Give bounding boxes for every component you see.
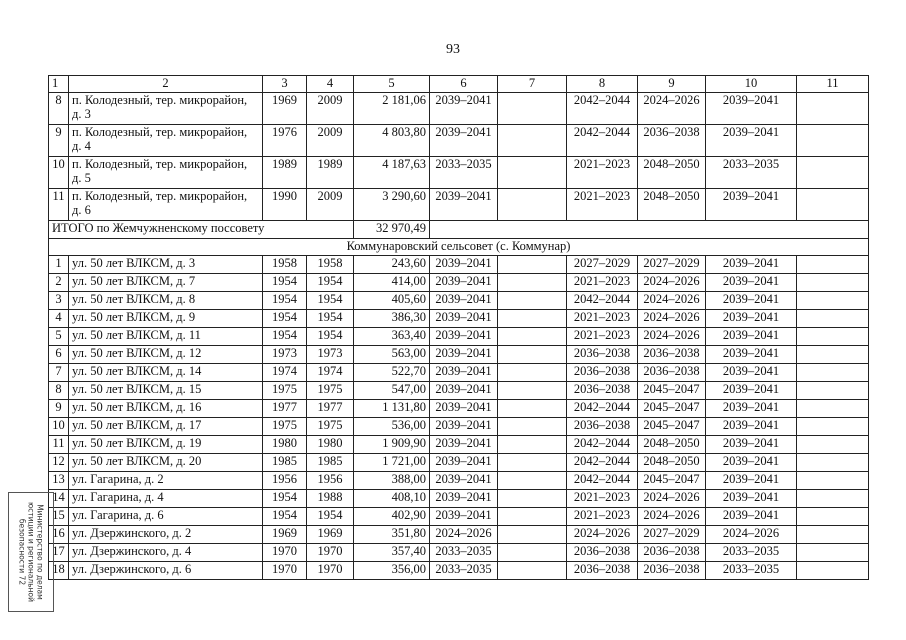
- cell-period-10: 2033–2035: [706, 157, 797, 189]
- cell-period-7: [498, 274, 567, 292]
- cell-period-6: 2039–2041: [430, 274, 498, 292]
- cell-period-10: 2033–2035: [706, 562, 797, 580]
- cell-row-number: 14: [49, 490, 69, 508]
- cell-year-built: 1954: [263, 292, 307, 310]
- cell-year-built: 1973: [263, 346, 307, 364]
- cell-period-8: 2021–2023: [567, 310, 638, 328]
- cell-period-7: [498, 382, 567, 400]
- cell-row-number: 16: [49, 526, 69, 544]
- table-row: [49, 93, 869, 125]
- cell-period-7: [498, 125, 567, 157]
- cell-period-9: 2045–2047: [638, 382, 706, 400]
- cell-period-6: 2039–2041: [430, 310, 498, 328]
- cell-year-built: 1975: [263, 418, 307, 436]
- cell-address: п. Колодезный, тер. микрорайон, д. 5: [69, 157, 263, 189]
- cell-year-reconstructed: 2009: [307, 93, 354, 125]
- table-row: [49, 544, 869, 562]
- cell-year-reconstructed: 1956: [307, 472, 354, 490]
- cell-period-8: 2021–2023: [567, 490, 638, 508]
- table-row: [49, 346, 869, 364]
- cell-period-7: [498, 526, 567, 544]
- cell-area: 522,70: [354, 364, 430, 382]
- table-row: [49, 292, 869, 310]
- cell-year-built: 1954: [263, 310, 307, 328]
- cell-period-10: 2039–2041: [706, 125, 797, 157]
- cell-year-built: 1970: [263, 562, 307, 580]
- cell-address: п. Колодезный, тер. микрорайон, д. 4: [69, 125, 263, 157]
- header-cell: 2: [69, 76, 263, 93]
- cell-period-6: 2039–2041: [430, 189, 498, 221]
- cell-period-6: 2039–2041: [430, 436, 498, 454]
- cell-period-6: 2039–2041: [430, 256, 498, 274]
- cell-year-built: 1976: [263, 125, 307, 157]
- cell-area: 408,10: [354, 490, 430, 508]
- cell-period-10: 2039–2041: [706, 490, 797, 508]
- cell-period-8: 2036–2038: [567, 382, 638, 400]
- cell-area: 388,00: [354, 472, 430, 490]
- cell-period-9: 2045–2047: [638, 472, 706, 490]
- cell-year-built: 1974: [263, 364, 307, 382]
- cell-address: ул. 50 лет ВЛКСМ, д. 20: [69, 454, 263, 472]
- cell-period-7: [498, 436, 567, 454]
- cell-year-reconstructed: 1970: [307, 562, 354, 580]
- cell-year-reconstructed: 1985: [307, 454, 354, 472]
- cell-area: 405,60: [354, 292, 430, 310]
- cell-period-8: 2036–2038: [567, 562, 638, 580]
- cell-year-reconstructed: 1977: [307, 400, 354, 418]
- cell-period-7: [498, 544, 567, 562]
- cell-period-7: [498, 562, 567, 580]
- cell-address: ул. 50 лет ВЛКСМ, д. 12: [69, 346, 263, 364]
- cell-area: 4 803,80: [354, 125, 430, 157]
- cell-year-built: 1989: [263, 157, 307, 189]
- cell-year-reconstructed: 1973: [307, 346, 354, 364]
- cell-period-11: [797, 382, 869, 400]
- cell-year-reconstructed: 2009: [307, 125, 354, 157]
- cell-period-11: [797, 472, 869, 490]
- cell-period-6: 2039–2041: [430, 328, 498, 346]
- cell-period-11: [797, 544, 869, 562]
- table-row: [49, 436, 869, 454]
- cell-period-10: 2039–2041: [706, 400, 797, 418]
- cell-period-9: 2048–2050: [638, 454, 706, 472]
- table-row: [49, 490, 869, 508]
- cell-year-built: 1954: [263, 490, 307, 508]
- cell-period-9: 2036–2038: [638, 364, 706, 382]
- cell-period-6: 2033–2035: [430, 562, 498, 580]
- cell-period-8: 2021–2023: [567, 189, 638, 221]
- cell-period-10: 2039–2041: [706, 274, 797, 292]
- cell-period-7: [498, 157, 567, 189]
- cell-year-reconstructed: 1958: [307, 256, 354, 274]
- cell-row-number: 15: [49, 508, 69, 526]
- header-cell: 6: [430, 76, 498, 93]
- cell-period-9: 2027–2029: [638, 256, 706, 274]
- cell-period-9: 2036–2038: [638, 544, 706, 562]
- cell-period-8: 2021–2023: [567, 157, 638, 189]
- cell-address: ул. 50 лет ВЛКСМ, д. 11: [69, 328, 263, 346]
- cell-row-number: 10: [49, 418, 69, 436]
- cell-period-10: 2039–2041: [706, 310, 797, 328]
- header-cell: 10: [706, 76, 797, 93]
- table-row: [49, 125, 869, 157]
- cell-period-6: 2024–2026: [430, 526, 498, 544]
- cell-year-reconstructed: 1989: [307, 157, 354, 189]
- cell-period-10: 2039–2041: [706, 508, 797, 526]
- cell-period-7: [498, 364, 567, 382]
- cell-row-number: 6: [49, 346, 69, 364]
- cell-period-7: [498, 490, 567, 508]
- cell-year-reconstructed: 1954: [307, 328, 354, 346]
- cell-period-8: 2027–2029: [567, 256, 638, 274]
- cell-period-11: [797, 310, 869, 328]
- table-row: [49, 472, 869, 490]
- cell-period-6: 2039–2041: [430, 490, 498, 508]
- cell-year-built: 1954: [263, 274, 307, 292]
- cell-period-11: [797, 292, 869, 310]
- cell-row-number: 4: [49, 310, 69, 328]
- cell-address: ул. 50 лет ВЛКСМ, д. 9: [69, 310, 263, 328]
- group-kommunar: [49, 256, 869, 580]
- table-row: [49, 310, 869, 328]
- cell-period-9: 2024–2026: [638, 490, 706, 508]
- cell-period-9: 2027–2029: [638, 526, 706, 544]
- cell-year-reconstructed: 2009: [307, 189, 354, 221]
- cell-address: ул. Гагарина, д. 2: [69, 472, 263, 490]
- cell-address: ул. 50 лет ВЛКСМ, д. 3: [69, 256, 263, 274]
- cell-address: ул. 50 лет ВЛКСМ, д. 7: [69, 274, 263, 292]
- table-row: [49, 274, 869, 292]
- cell-period-11: [797, 508, 869, 526]
- header-cell: 11: [797, 76, 869, 93]
- header-cell: 5: [354, 76, 430, 93]
- cell-period-7: [498, 472, 567, 490]
- cell-row-number: 18: [49, 562, 69, 580]
- cell-year-built: 1970: [263, 544, 307, 562]
- total-row: [49, 221, 869, 239]
- cell-row-number: 2: [49, 274, 69, 292]
- registration-stamp: [8, 492, 54, 612]
- cell-period-10: 2039–2041: [706, 436, 797, 454]
- cell-period-9: 2045–2047: [638, 418, 706, 436]
- cell-area: 363,40: [354, 328, 430, 346]
- cell-period-7: [498, 93, 567, 125]
- cell-period-6: 2033–2035: [430, 157, 498, 189]
- cell-address: п. Колодезный, тер. микрорайон, д. 3: [69, 93, 263, 125]
- registry-table: [48, 75, 869, 580]
- cell-address: ул. Дзержинского, д. 2: [69, 526, 263, 544]
- cell-period-8: 2036–2038: [567, 346, 638, 364]
- total-empty: [430, 221, 869, 239]
- cell-row-number: 11: [49, 436, 69, 454]
- cell-period-11: [797, 436, 869, 454]
- cell-area: 1 909,90: [354, 436, 430, 454]
- cell-area: 1 131,80: [354, 400, 430, 418]
- cell-period-9: 2024–2026: [638, 508, 706, 526]
- cell-area: 1 721,00: [354, 454, 430, 472]
- cell-area: 243,60: [354, 256, 430, 274]
- cell-period-11: [797, 364, 869, 382]
- cell-area: 386,30: [354, 310, 430, 328]
- cell-period-11: [797, 93, 869, 125]
- cell-year-built: 1990: [263, 189, 307, 221]
- cell-area: 357,40: [354, 544, 430, 562]
- cell-period-8: 2024–2026: [567, 526, 638, 544]
- cell-period-11: [797, 157, 869, 189]
- cell-period-10: 2039–2041: [706, 292, 797, 310]
- cell-period-9: 2048–2050: [638, 189, 706, 221]
- cell-period-8: 2021–2023: [567, 274, 638, 292]
- cell-period-6: 2039–2041: [430, 292, 498, 310]
- cell-address: ул. 50 лет ВЛКСМ, д. 14: [69, 364, 263, 382]
- cell-period-7: [498, 292, 567, 310]
- group-zhemchuzhny: [49, 93, 869, 221]
- cell-period-6: 2039–2041: [430, 454, 498, 472]
- cell-period-10: 2039–2041: [706, 418, 797, 436]
- table-row: [49, 454, 869, 472]
- cell-period-10: 2039–2041: [706, 189, 797, 221]
- cell-period-11: [797, 418, 869, 436]
- table-row: [49, 526, 869, 544]
- cell-period-9: 2045–2047: [638, 400, 706, 418]
- header-row: [49, 76, 869, 93]
- cell-period-11: [797, 562, 869, 580]
- section-title: Коммунаровский сельсовет (с. Коммунар): [49, 239, 869, 256]
- cell-address: ул. Дзержинского, д. 6: [69, 562, 263, 580]
- cell-row-number: 7: [49, 364, 69, 382]
- cell-row-number: 3: [49, 292, 69, 310]
- cell-year-reconstructed: 1975: [307, 382, 354, 400]
- cell-period-7: [498, 346, 567, 364]
- cell-year-built: 1969: [263, 526, 307, 544]
- table-row: [49, 157, 869, 189]
- cell-period-9: 2024–2026: [638, 292, 706, 310]
- table-row: [49, 382, 869, 400]
- cell-period-8: 2042–2044: [567, 93, 638, 125]
- table-row: [49, 562, 869, 580]
- cell-period-7: [498, 400, 567, 418]
- cell-period-9: 2024–2026: [638, 93, 706, 125]
- cell-year-reconstructed: 1954: [307, 274, 354, 292]
- cell-period-10: 2039–2041: [706, 454, 797, 472]
- cell-year-reconstructed: 1954: [307, 310, 354, 328]
- cell-address: ул. 50 лет ВЛКСМ, д. 16: [69, 400, 263, 418]
- cell-period-6: 2039–2041: [430, 472, 498, 490]
- table-row: [49, 508, 869, 526]
- cell-area: 414,00: [354, 274, 430, 292]
- cell-period-9: 2036–2038: [638, 562, 706, 580]
- cell-year-reconstructed: 1980: [307, 436, 354, 454]
- cell-row-number: 8: [49, 382, 69, 400]
- table-row: [49, 364, 869, 382]
- cell-period-8: 2042–2044: [567, 436, 638, 454]
- cell-period-8: 2036–2038: [567, 544, 638, 562]
- cell-period-10: 2039–2041: [706, 256, 797, 274]
- cell-period-8: 2042–2044: [567, 125, 638, 157]
- cell-period-6: 2039–2041: [430, 508, 498, 526]
- cell-row-number: 1: [49, 256, 69, 274]
- header-cell: 8: [567, 76, 638, 93]
- header-cell: 7: [498, 76, 567, 93]
- header-cell: 3: [263, 76, 307, 93]
- header-cell: 1: [49, 76, 69, 93]
- cell-area: 402,90: [354, 508, 430, 526]
- cell-year-built: 1954: [263, 328, 307, 346]
- cell-address: п. Колодезный, тер. микрорайон, д. 6: [69, 189, 263, 221]
- table-row: [49, 400, 869, 418]
- cell-year-built: 1985: [263, 454, 307, 472]
- table-row: [49, 189, 869, 221]
- cell-period-10: 2024–2026: [706, 526, 797, 544]
- cell-address: ул. Гагарина, д. 6: [69, 508, 263, 526]
- cell-year-reconstructed: 1975: [307, 418, 354, 436]
- cell-period-11: [797, 346, 869, 364]
- cell-row-number: 9: [49, 400, 69, 418]
- cell-period-10: 2039–2041: [706, 93, 797, 125]
- cell-address: ул. 50 лет ВЛКСМ, д. 19: [69, 436, 263, 454]
- cell-year-built: 1956: [263, 472, 307, 490]
- cell-area: 356,00: [354, 562, 430, 580]
- cell-year-reconstructed: 1954: [307, 508, 354, 526]
- cell-row-number: 17: [49, 544, 69, 562]
- cell-year-built: 1969: [263, 93, 307, 125]
- cell-period-8: 2042–2044: [567, 454, 638, 472]
- cell-period-11: [797, 274, 869, 292]
- cell-period-9: 2024–2026: [638, 274, 706, 292]
- cell-period-6: 2039–2041: [430, 400, 498, 418]
- header-cell: 9: [638, 76, 706, 93]
- cell-year-built: 1977: [263, 400, 307, 418]
- cell-period-7: [498, 189, 567, 221]
- cell-period-7: [498, 310, 567, 328]
- cell-year-built: 1980: [263, 436, 307, 454]
- cell-address: ул. Дзержинского, д. 4: [69, 544, 263, 562]
- cell-period-11: [797, 256, 869, 274]
- cell-period-10: 2039–2041: [706, 328, 797, 346]
- cell-period-8: 2042–2044: [567, 472, 638, 490]
- cell-year-reconstructed: 1969: [307, 526, 354, 544]
- cell-period-11: [797, 189, 869, 221]
- cell-year-reconstructed: 1974: [307, 364, 354, 382]
- cell-period-10: 2033–2035: [706, 544, 797, 562]
- cell-period-6: 2039–2041: [430, 346, 498, 364]
- cell-period-11: [797, 328, 869, 346]
- cell-period-8: 2036–2038: [567, 364, 638, 382]
- cell-row-number: 8: [49, 93, 69, 125]
- cell-period-11: [797, 526, 869, 544]
- cell-period-6: 2039–2041: [430, 364, 498, 382]
- cell-period-8: 2021–2023: [567, 328, 638, 346]
- total-label: ИТОГО по Жемчужненскому поссовету: [49, 221, 354, 239]
- cell-period-8: 2021–2023: [567, 508, 638, 526]
- cell-row-number: 11: [49, 189, 69, 221]
- cell-period-11: [797, 454, 869, 472]
- cell-period-7: [498, 454, 567, 472]
- cell-area: 563,00: [354, 346, 430, 364]
- cell-period-6: 2039–2041: [430, 418, 498, 436]
- cell-address: ул. 50 лет ВЛКСМ, д. 8: [69, 292, 263, 310]
- cell-period-11: [797, 125, 869, 157]
- page-number: 93: [446, 42, 460, 57]
- cell-period-9: 2036–2038: [638, 125, 706, 157]
- cell-period-8: 2042–2044: [567, 292, 638, 310]
- cell-row-number: 13: [49, 472, 69, 490]
- cell-period-10: 2039–2041: [706, 382, 797, 400]
- table-row: [49, 328, 869, 346]
- cell-period-7: [498, 508, 567, 526]
- cell-period-6: 2039–2041: [430, 125, 498, 157]
- cell-period-11: [797, 400, 869, 418]
- cell-area: 547,00: [354, 382, 430, 400]
- header-cell: 4: [307, 76, 354, 93]
- cell-period-11: [797, 490, 869, 508]
- cell-period-9: 2048–2050: [638, 157, 706, 189]
- cell-period-10: 2039–2041: [706, 472, 797, 490]
- cell-period-10: 2039–2041: [706, 364, 797, 382]
- stamp-text: Министерство по делам юстиции и региональной безопасности 72: [17, 501, 45, 603]
- cell-period-7: [498, 256, 567, 274]
- cell-row-number: 9: [49, 125, 69, 157]
- cell-year-reconstructed: 1954: [307, 292, 354, 310]
- cell-period-10: 2039–2041: [706, 346, 797, 364]
- cell-year-built: 1958: [263, 256, 307, 274]
- cell-period-8: 2036–2038: [567, 418, 638, 436]
- cell-period-7: [498, 328, 567, 346]
- cell-row-number: 12: [49, 454, 69, 472]
- table-row: [49, 256, 869, 274]
- table-row: [49, 418, 869, 436]
- cell-address: ул. Гагарина, д. 4: [69, 490, 263, 508]
- cell-period-9: 2024–2026: [638, 328, 706, 346]
- cell-area: 3 290,60: [354, 189, 430, 221]
- cell-address: ул. 50 лет ВЛКСМ, д. 17: [69, 418, 263, 436]
- cell-period-9: 2024–2026: [638, 310, 706, 328]
- total-value: 32 970,49: [354, 221, 430, 239]
- cell-year-built: 1954: [263, 508, 307, 526]
- cell-address: ул. 50 лет ВЛКСМ, д. 15: [69, 382, 263, 400]
- cell-period-6: 2033–2035: [430, 544, 498, 562]
- cell-row-number: 10: [49, 157, 69, 189]
- section-row: [49, 239, 869, 256]
- cell-period-6: 2039–2041: [430, 382, 498, 400]
- cell-row-number: 5: [49, 328, 69, 346]
- cell-period-9: 2048–2050: [638, 436, 706, 454]
- cell-year-reconstructed: 1970: [307, 544, 354, 562]
- cell-year-built: 1975: [263, 382, 307, 400]
- cell-area: 4 187,63: [354, 157, 430, 189]
- cell-period-9: 2036–2038: [638, 346, 706, 364]
- cell-area: 536,00: [354, 418, 430, 436]
- cell-area: 2 181,06: [354, 93, 430, 125]
- cell-period-8: 2042–2044: [567, 400, 638, 418]
- cell-year-reconstructed: 1988: [307, 490, 354, 508]
- cell-period-7: [498, 418, 567, 436]
- cell-area: 351,80: [354, 526, 430, 544]
- cell-period-6: 2039–2041: [430, 93, 498, 125]
